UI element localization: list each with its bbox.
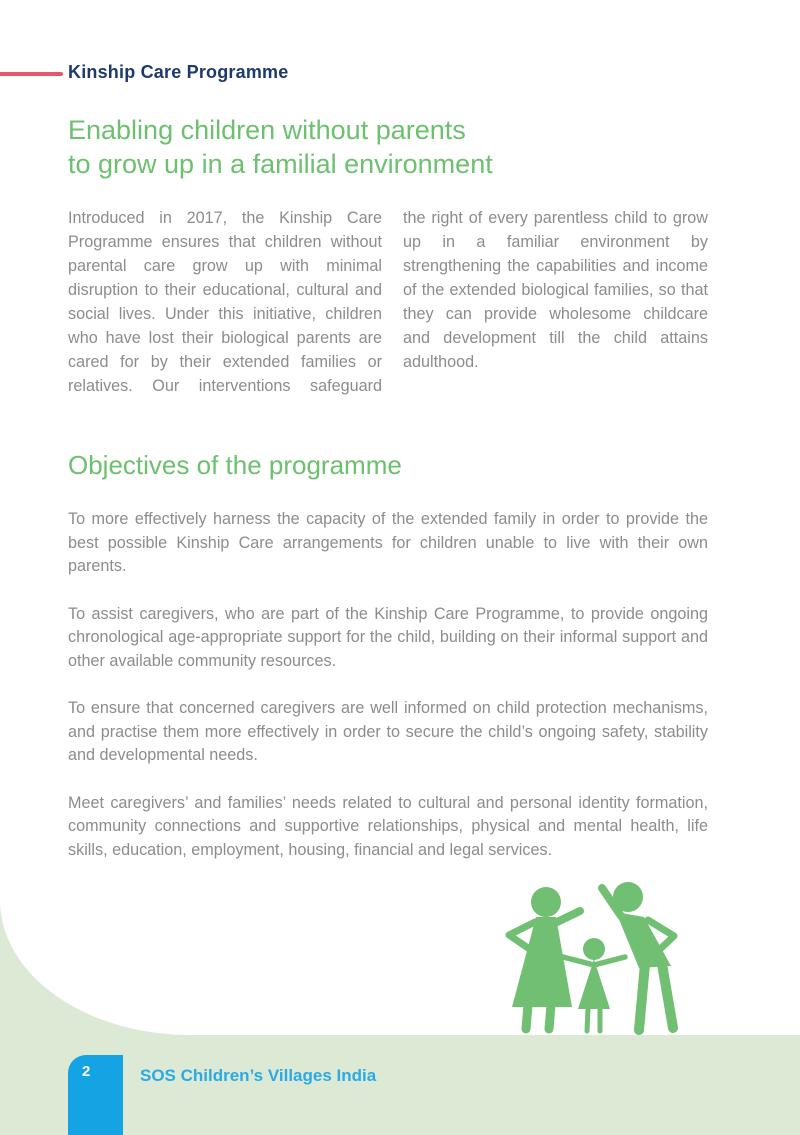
intro-column-left: Introduced in 2017, the Kinship Care Programme ensures that children without parental care grow up with minimal disruption to their educational, cultural and social lives. Under this initiative, children who have lost their biological parents are cared for by their extended families or relatives. Our interventions safeguard	[68, 209, 382, 395]
objectives-heading: Objectives of the programme	[68, 450, 402, 480]
intro-column-right: the right of every parentless child to grow up in a familiar environment by strengthening the capabilities and income of the extended biological families, so that they can provide wholesome childcare and development till the child attains adulthood.	[403, 209, 708, 371]
page-number-tab	[68, 1055, 123, 1135]
father-figure	[602, 882, 674, 1030]
objective-paragraph: To more effectively harness the capacity of the extended family in order to provide the best possible Kinship Care arrangements for children unable to live with their own parents.	[68, 510, 708, 575]
hero-heading	[68, 113, 493, 181]
header-accent-line	[0, 72, 63, 76]
hero-heading-line1: Enabling children without parents	[68, 115, 466, 145]
header-title: Kinship Care Programme	[68, 62, 289, 82]
objective-paragraph: To ensure that concerned caregivers are well informed on child protection mechanisms, and practise them more effectively in order to secure the child’s ongoing safety, stability and developmental needs.	[68, 699, 708, 764]
child-figure	[563, 938, 625, 1031]
hero-heading-line2: to grow up in a familial environment	[68, 149, 493, 179]
objectives-section	[68, 508, 708, 886]
family-silhouette-illustration	[495, 872, 695, 1037]
page-number: 2	[82, 1063, 91, 1080]
intro-columns	[68, 206, 708, 398]
objective-paragraph: Meet caregivers’ and families’ needs related to cultural and personal identity formation, community connections and supportive relationships, physical and mental health, life skills, education, employment, housing, financial and legal services.	[68, 793, 708, 859]
footer-organization: SOS Children’s Villages India	[140, 1066, 377, 1085]
objective-paragraph: To assist caregivers, who are part of the Kinship Care Programme, to provide ongoing chronological age-appropriate support for the child, building on their informal support and other available community resources.	[68, 604, 708, 670]
